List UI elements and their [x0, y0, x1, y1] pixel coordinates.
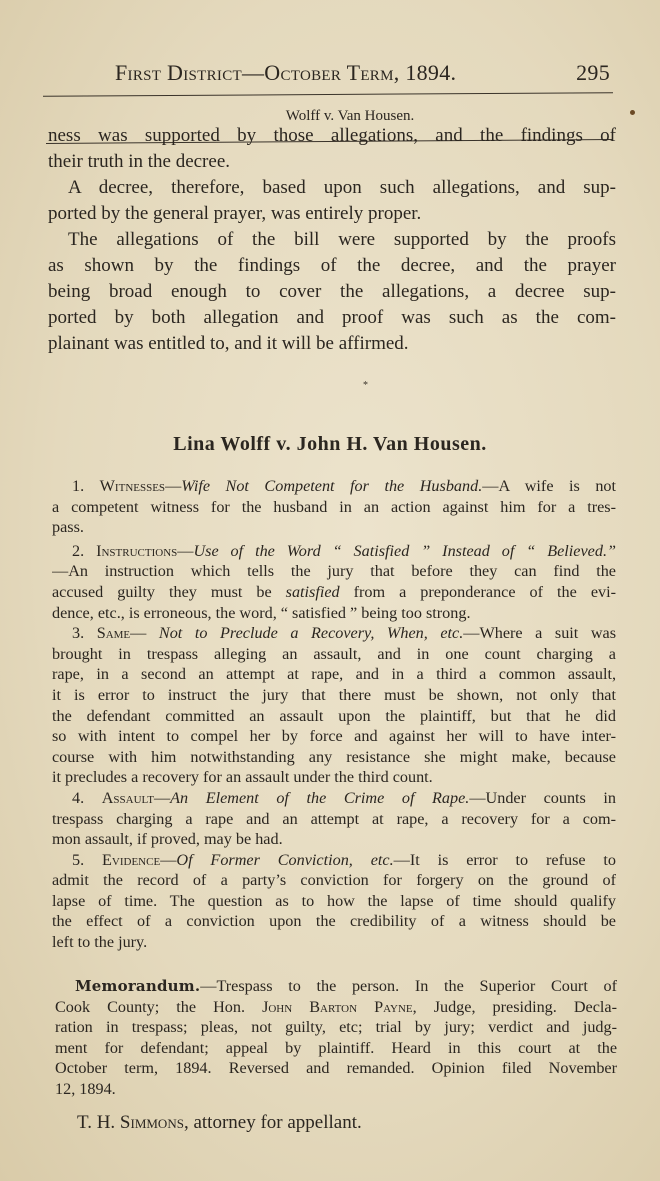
text-line: [55, 1017, 617, 1038]
smallcaps-text: Instructions: [96, 541, 178, 560]
headnotes: [52, 476, 616, 953]
bold-text: Memorandum.: [75, 977, 201, 995]
text-line: [52, 603, 616, 624]
text-segment: 1.: [72, 477, 100, 495]
text-segment: , Judge, presiding. Decla-: [412, 997, 617, 1016]
text-line: [55, 1058, 617, 1079]
page-number: 295: [576, 60, 610, 85]
text-segment: brought in trespass alleging an assault, and in one count charging a: [52, 644, 616, 663]
text-segment: ported by the general prayer, was entirely proper.: [48, 203, 422, 224]
text-line: [52, 932, 616, 953]
text-segment: ported by both allegation and proof was such as the com-: [48, 307, 616, 328]
italic-text: satisfied: [285, 582, 340, 601]
text-segment: 3.: [72, 624, 97, 643]
smallcaps-text: Witnesses: [99, 477, 166, 495]
text-line: [48, 331, 616, 357]
text-segment: it is error to instruct the jury that there must be shown, not only that: [52, 685, 616, 704]
text-segment: —Under counts in: [469, 788, 616, 807]
page-header: [115, 60, 610, 86]
italic-text: Use of the Word “ Satisfied ” Instead of “ Believed.”: [193, 541, 616, 560]
text-line: [52, 517, 616, 538]
text-line: [52, 767, 616, 788]
text-segment: —Trespass to the person. In the Superior Court of: [200, 977, 617, 995]
text-segment: —: [165, 477, 182, 495]
header-title: First District—October Term, 1894.: [115, 60, 457, 85]
text-line: [48, 253, 616, 279]
text-line: [52, 726, 616, 747]
text-line: [52, 644, 616, 665]
text-segment: October term, 1894. Reversed and remanded. Opinion filed November: [55, 1059, 617, 1078]
text-segment: 4.: [72, 788, 102, 807]
italic-text: Of Former Conviction, etc.: [176, 850, 394, 869]
text-segment: the effect of a conviction upon the credibility of a witness should be: [52, 912, 616, 931]
text-segment: 12, 1894.: [55, 1079, 116, 1098]
attorney-name: Simmons: [119, 1112, 184, 1133]
text-line: [55, 997, 617, 1018]
text-line: [52, 788, 616, 809]
text-line: [52, 623, 616, 644]
attorney-role: , attorney for appellant.: [183, 1112, 362, 1133]
attorney-line: [77, 1112, 362, 1134]
text-line: [52, 809, 616, 830]
text-segment: The allegations of the bill were supported by the proofs: [68, 229, 616, 250]
text-segment: as shown by the findings of the decree, and the prayer: [48, 255, 616, 276]
text-line: [48, 175, 616, 201]
text-line: [52, 541, 616, 562]
text-segment: —: [130, 624, 159, 643]
text-segment: —Where a suit was: [463, 624, 616, 643]
text-segment: —: [177, 541, 194, 560]
text-segment: it precludes a recovery for an assault under the third count.: [52, 768, 433, 787]
text-segment: —It is error to refuse to: [393, 850, 616, 869]
text-segment: course with him notwithstanding any resistance she might make, because: [52, 747, 616, 766]
text-line: [48, 279, 616, 305]
text-line: [52, 582, 616, 603]
text-line: [52, 664, 616, 685]
text-segment: from a preponderance of the evi-: [339, 582, 616, 601]
attorney-initials: T. H.: [77, 1112, 120, 1133]
italic-text: Not to Preclude a Recovery, When, etc.: [158, 624, 464, 643]
text-segment: pass.: [52, 518, 84, 537]
text-line: [52, 476, 616, 497]
smallcaps-text: John Barton Payne: [262, 997, 413, 1016]
text-segment: the defendant committed an assault upon the plaintiff, but that he did: [52, 706, 616, 725]
text-segment: —: [153, 788, 171, 807]
text-segment: ment for defendant; appeal by plaintiff. Heard in this court at the: [55, 1038, 617, 1057]
continued-opinion-text: [48, 123, 616, 357]
text-line: [55, 976, 617, 997]
text-line: [52, 829, 616, 850]
smallcaps-text: Same: [96, 624, 131, 643]
text-line: [48, 201, 616, 227]
text-line: [52, 706, 616, 727]
memorandum: [55, 976, 617, 1100]
text-segment: ness was supported by those allegations, and the findings of: [48, 125, 616, 146]
text-line: [48, 227, 616, 253]
text-line: [52, 747, 616, 768]
smallcaps-text: Assault: [101, 788, 154, 807]
text-line: [48, 149, 616, 175]
text-line: [52, 561, 616, 582]
text-line: [48, 123, 616, 149]
text-segment: A decree, therefore, based upon such allegations, and sup-: [68, 177, 616, 198]
text-segment: a competent witness for the husband in an action against him for a tres-: [52, 497, 616, 516]
text-segment: Cook County; the Hon.: [55, 997, 263, 1016]
text-segment: trespass charging a rape and an attempt at rape, a recovery for a com-: [52, 809, 616, 828]
text-segment: 2.: [72, 541, 97, 560]
text-segment: being broad enough to cover the allegations, a decree sup-: [48, 281, 616, 302]
text-line: [52, 850, 616, 871]
text-segment: 5.: [72, 850, 103, 869]
text-segment: mon assault, if proved, may be had.: [52, 830, 283, 849]
text-line: [48, 305, 616, 331]
text-segment: —An instruction which tells the jury that before they can find the: [52, 562, 616, 581]
header-rule: [43, 92, 613, 96]
text-segment: —: [160, 850, 177, 869]
text-segment: accused guilty they must be: [52, 582, 286, 601]
text-segment: admit the record of a party’s conviction for forgery on the ground of: [52, 871, 616, 890]
italic-text: Wife Not Competent for the Husband.: [181, 477, 483, 495]
italic-text: An Element of the Crime of Rape.: [170, 788, 470, 807]
ink-spot: [630, 110, 635, 115]
text-line: [52, 891, 616, 912]
smallcaps-text: Evidence: [102, 850, 161, 869]
text-segment: ration in trespass; pleas, not guilty, etc; trial by jury; verdict and judg-: [55, 1018, 617, 1037]
section-separator: *: [363, 380, 368, 391]
text-line: [52, 685, 616, 706]
text-line: [55, 1038, 617, 1059]
text-segment: plainant was entitled to, and it will be affirmed.: [48, 333, 409, 354]
running-title: Wolff v. Van Housen.: [285, 108, 415, 124]
text-line: [52, 870, 616, 891]
case-title: Lina Wolff v. John H. Van Housen.: [173, 433, 487, 455]
text-line: [52, 911, 616, 932]
text-segment: dence, etc., is erroneous, the word, “ satisfied ” being too strong.: [52, 603, 471, 622]
text-segment: lapse of time. The question as to how the lapse of time should qualify: [52, 891, 616, 910]
text-segment: left to the jury.: [52, 933, 148, 952]
text-line: [52, 497, 616, 518]
text-segment: their truth in the decree.: [48, 151, 231, 172]
text-line: [55, 1079, 617, 1100]
text-segment: so with intent to compel her by force and against her will to have inter-: [52, 727, 616, 746]
text-segment: rape, in a second an attempt at rape, and in a third a common assault,: [52, 665, 616, 684]
text-segment: —A wife is not: [482, 477, 616, 495]
